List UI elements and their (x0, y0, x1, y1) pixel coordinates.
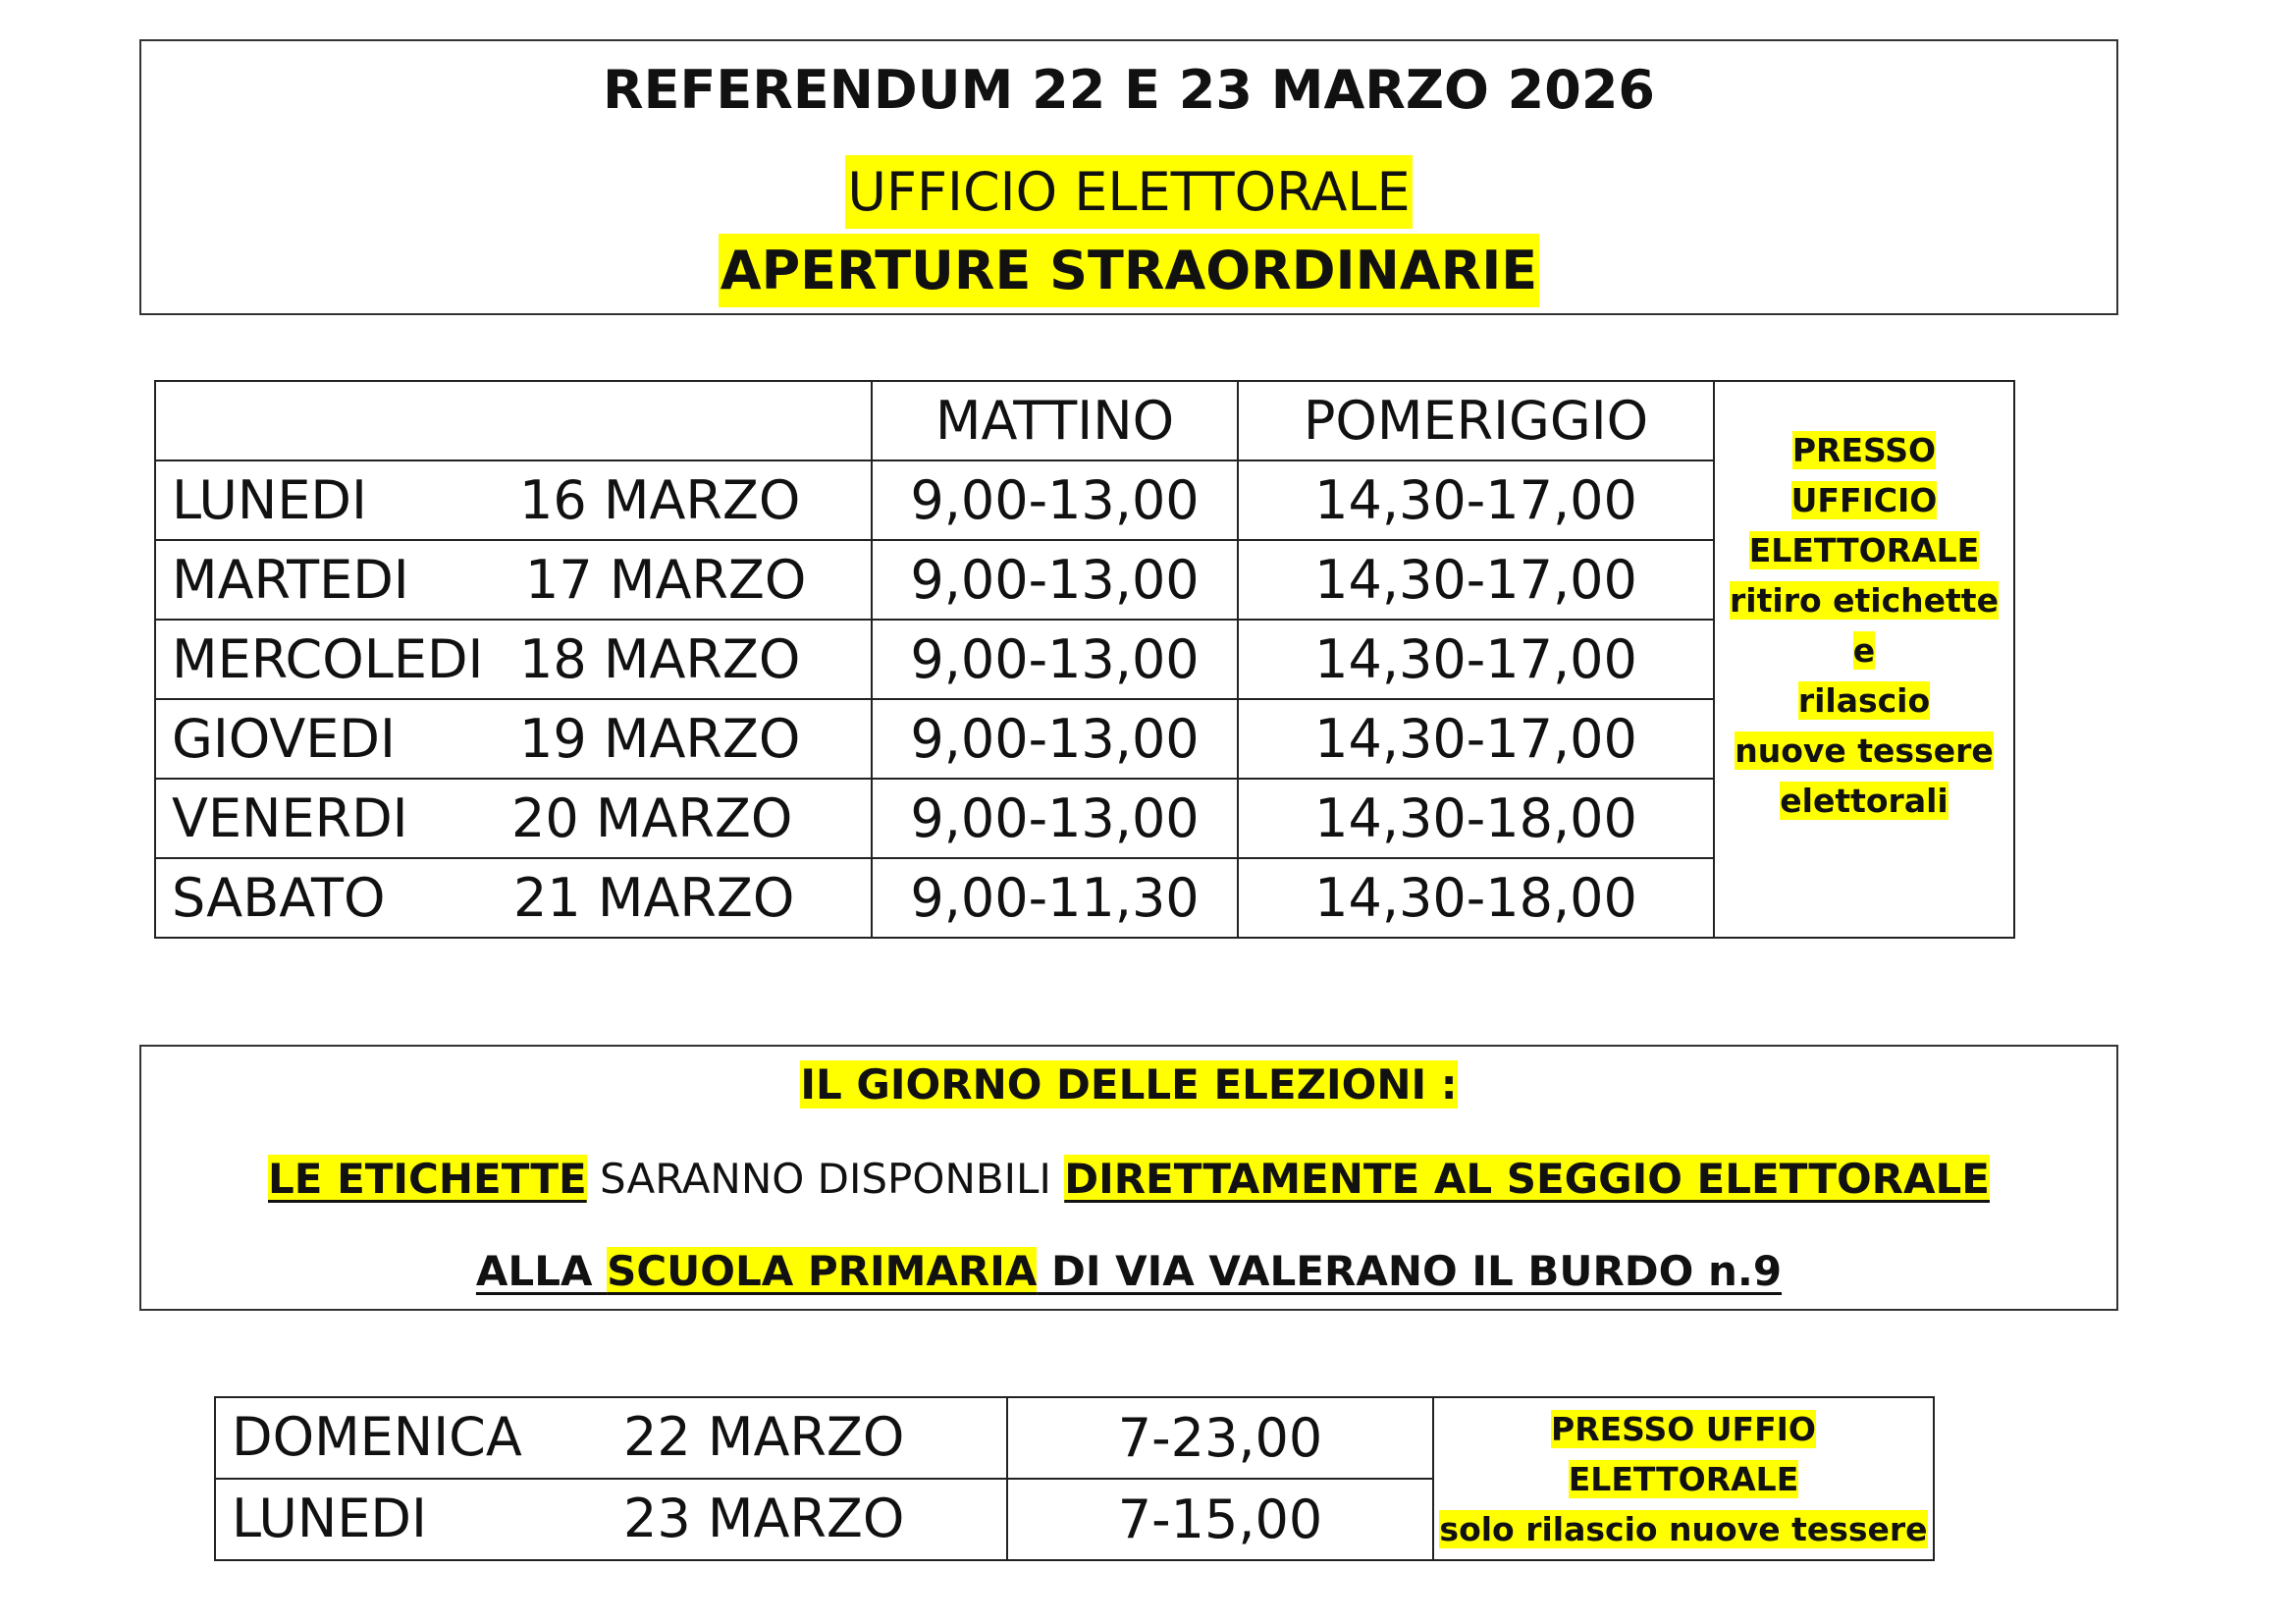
election-hours: 7-15,00 (1007, 1479, 1433, 1560)
office-note (1730, 425, 1999, 826)
note-line: ELETTORALE (1748, 530, 1980, 569)
opening-hours-table (154, 380, 2015, 939)
day-cell (215, 1397, 1007, 1479)
office-title (141, 161, 2116, 223)
labels-notice-line (141, 1155, 2116, 1203)
school-address-line (141, 1247, 2116, 1295)
election-heading-text: IL GIORNO DELLE ELEZIONI : (800, 1060, 1458, 1109)
day-cell (155, 699, 872, 779)
afternoon-hours: 14,30-17,00 (1238, 540, 1714, 620)
election-heading (141, 1060, 2116, 1109)
header-empty-cell (155, 381, 872, 460)
office-note-cell (1714, 381, 2014, 938)
note-line: elettorali (1780, 781, 1949, 820)
morning-hours: 9,00-13,00 (872, 779, 1238, 858)
day-name: MERCOLEDI (172, 628, 484, 690)
note-line: UFFICIO (1790, 480, 1938, 519)
note-line: PRESSO UFFIO ELETTORALE (1551, 1409, 1816, 1498)
table-header-row (155, 381, 2014, 460)
col-header-afternoon: POMERIGGIO (1238, 381, 1714, 460)
day-cell (215, 1479, 1007, 1560)
note-line: nuove tessere (1735, 731, 1994, 770)
morning-hours: 9,00-13,00 (872, 540, 1238, 620)
day-name: MARTEDI (172, 549, 409, 611)
afternoon-hours: 14,30-18,00 (1238, 858, 1714, 938)
day-name: SABATO (172, 867, 386, 929)
day-date: 21 MARZO (513, 867, 795, 929)
office-title-text: UFFICIO ELETTORALE (845, 155, 1412, 229)
election-day-notice (139, 1045, 2118, 1311)
day-cell (155, 540, 872, 620)
afternoon-hours: 14,30-18,00 (1238, 779, 1714, 858)
day-cell (155, 620, 872, 699)
day-cell (155, 779, 872, 858)
note-line: rilascio (1797, 680, 1931, 720)
day-date: 22 MARZO (623, 1406, 905, 1468)
election-days-table (214, 1396, 1935, 1561)
extraordinary-openings-text: APERTURE STRAORDINARIE (719, 234, 1539, 307)
day-cell (155, 460, 872, 540)
header-box (139, 39, 2118, 315)
afternoon-hours: 14,30-17,00 (1238, 699, 1714, 779)
address-text: DI VIA VALERANO IL BURDO n.9 (1037, 1247, 1783, 1295)
table-row (215, 1397, 1934, 1479)
day-date: 23 MARZO (623, 1488, 905, 1549)
col-header-morning: MATTINO (872, 381, 1238, 460)
note-line: solo rilascio nuove tessere (1439, 1509, 1928, 1548)
morning-hours: 9,00-11,30 (872, 858, 1238, 938)
election-office-note-cell (1433, 1397, 1934, 1560)
note-line: PRESSO (1791, 430, 1937, 469)
note-line: ritiro etichette (1730, 580, 1999, 620)
day-date: 16 MARZO (519, 469, 801, 531)
day-name: VENERDI (172, 787, 408, 849)
day-name: DOMENICA (232, 1406, 522, 1468)
morning-hours: 9,00-13,00 (872, 620, 1238, 699)
election-office-note (1434, 1404, 1933, 1554)
page-title: REFERENDUM 22 E 23 MARZO 2026 (603, 59, 1655, 121)
polling-station-emphasis: DIRETTAMENTE AL SEGGIO ELETTORALE (1064, 1155, 1990, 1203)
afternoon-hours: 14,30-17,00 (1238, 460, 1714, 540)
morning-hours: 9,00-13,00 (872, 460, 1238, 540)
note-line: e (1852, 630, 1876, 670)
address-prefix: ALLA (475, 1247, 608, 1295)
day-date: 20 MARZO (511, 787, 793, 849)
day-date: 19 MARZO (519, 708, 801, 770)
day-date: 18 MARZO (519, 628, 801, 690)
morning-hours: 9,00-13,00 (872, 699, 1238, 779)
school-emphasis: SCUOLA PRIMARIA (607, 1247, 1038, 1295)
day-name: GIOVEDI (172, 708, 396, 770)
election-hours: 7-23,00 (1007, 1397, 1433, 1479)
day-name: LUNEDI (232, 1488, 427, 1549)
labels-text: SARANNO DISPONBILI (586, 1155, 1065, 1203)
day-date: 17 MARZO (525, 549, 807, 611)
afternoon-hours: 14,30-17,00 (1238, 620, 1714, 699)
labels-emphasis: LE ETICHETTE (268, 1155, 587, 1203)
extraordinary-openings-title (141, 240, 2116, 301)
day-name: LUNEDI (172, 469, 367, 531)
day-cell (155, 858, 872, 938)
